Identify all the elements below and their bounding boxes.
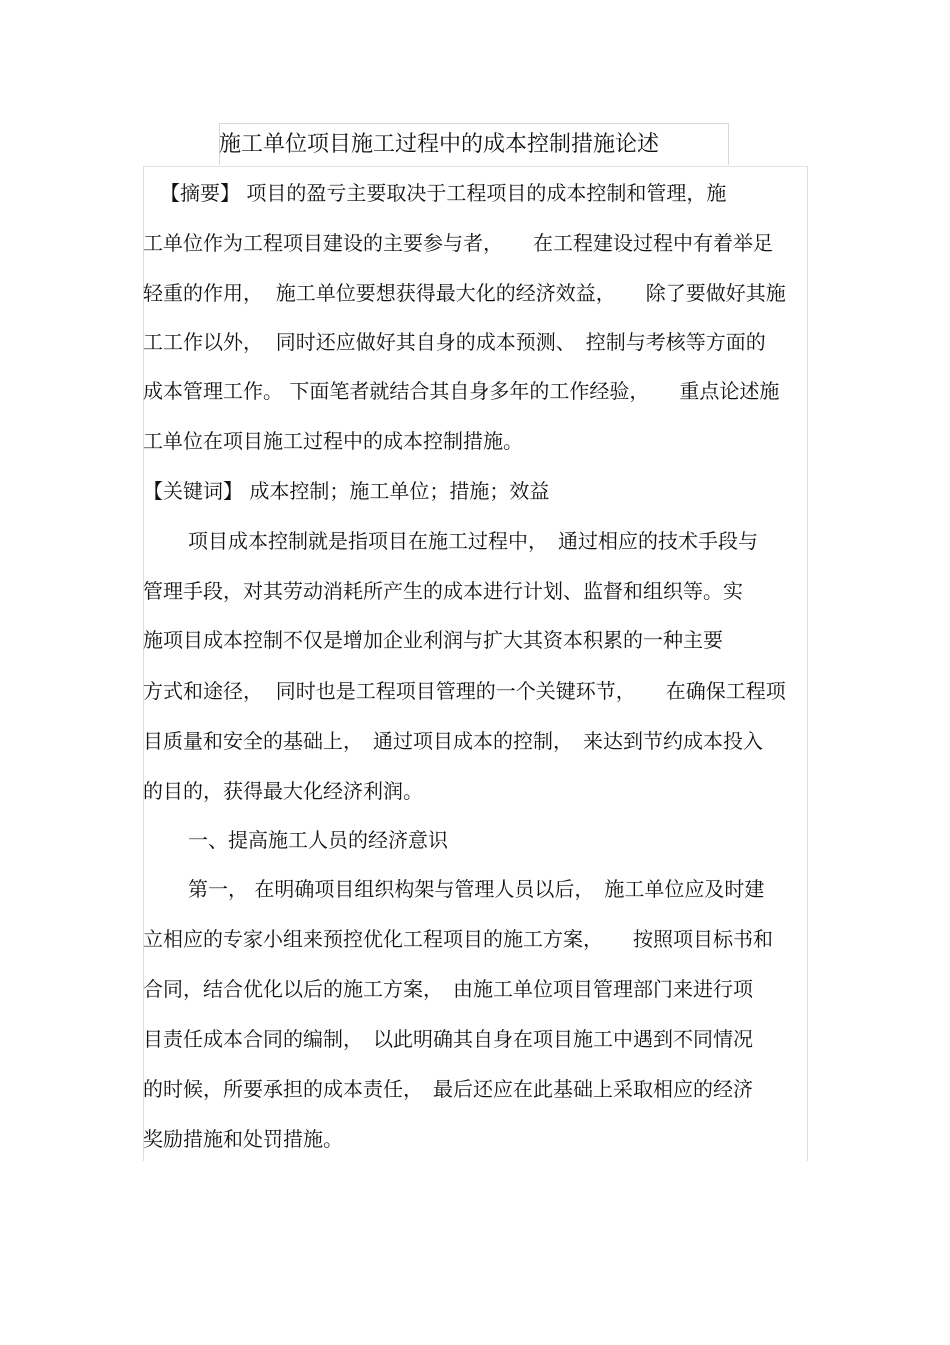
- paragraph-2-line-5: 的时候，所要承担的成本责任， 最后还应在此基础上采取相应的经济: [143, 1077, 753, 1101]
- abstract-line-1: 【摘要】 项目的盈亏主要取决于工程项目的成本控制和管理，施: [160, 181, 727, 205]
- abstract-line-4: 工工作以外， 同时还应做好其自身的成本预测、 控制与考核等方面的: [143, 330, 766, 354]
- paragraph-2-line-2: 立相应的专家小组来预控优化工程项目的施工方案， 按照项目标书和: [143, 927, 773, 951]
- paragraph-1-line-1: 项目成本控制就是指项目在施工过程中， 通过相应的技术手段与: [188, 529, 758, 553]
- abstract-line-5: 成本管理工作。 下面笔者就结合其自身多年的工作经验， 重点论述施: [143, 379, 780, 403]
- paragraph-1-line-6: 的目的，获得最大化经济利润。: [143, 779, 423, 803]
- paragraph-1-line-3: 施项目成本控制不仅是增加企业利润与扩大其资本积累的一种主要: [143, 628, 723, 652]
- paragraph-2-line-6: 奖励措施和处罚措施。: [143, 1127, 343, 1151]
- paragraph-1-line-5: 目质量和安全的基础上， 通过项目成本的控制， 来达到节约成本投入: [143, 729, 763, 753]
- keywords-line: 【关键词】 成本控制；施工单位；措施；效益: [143, 479, 550, 503]
- paragraph-2-line-3: 合同，结合优化以后的施工方案， 由施工单位项目管理部门来进行项: [143, 977, 753, 1001]
- paragraph-1-line-4: 方式和途径， 同时也是工程项目管理的一个关键环节， 在确保工程项: [143, 679, 786, 703]
- abstract-line-3: 轻重的作用， 施工单位要想获得最大化的经济效益， 除了要做好其施: [143, 281, 786, 305]
- paragraph-2-line-4: 目责任成本合同的编制， 以此明确其自身在项目施工中遇到不同情况: [143, 1027, 753, 1051]
- paragraph-2-line-1: 第一， 在明确项目组织构架与管理人员以后， 施工单位应及时建: [188, 877, 765, 901]
- abstract-line-6: 工单位在项目施工过程中的成本控制措施。: [143, 429, 523, 453]
- paragraph-1-line-2: 管理手段，对其劳动消耗所产生的成本进行计划、监督和组织等。实: [143, 579, 743, 603]
- content-frame: [143, 166, 808, 1161]
- section-heading-1: 一、提高施工人员的经济意识: [188, 828, 448, 852]
- document-title: 施工单位项目施工过程中的成本控制措施论述: [219, 132, 660, 157]
- abstract-line-2: 工单位作为工程项目建设的主要参与者， 在工程建设过程中有着举足: [143, 231, 773, 255]
